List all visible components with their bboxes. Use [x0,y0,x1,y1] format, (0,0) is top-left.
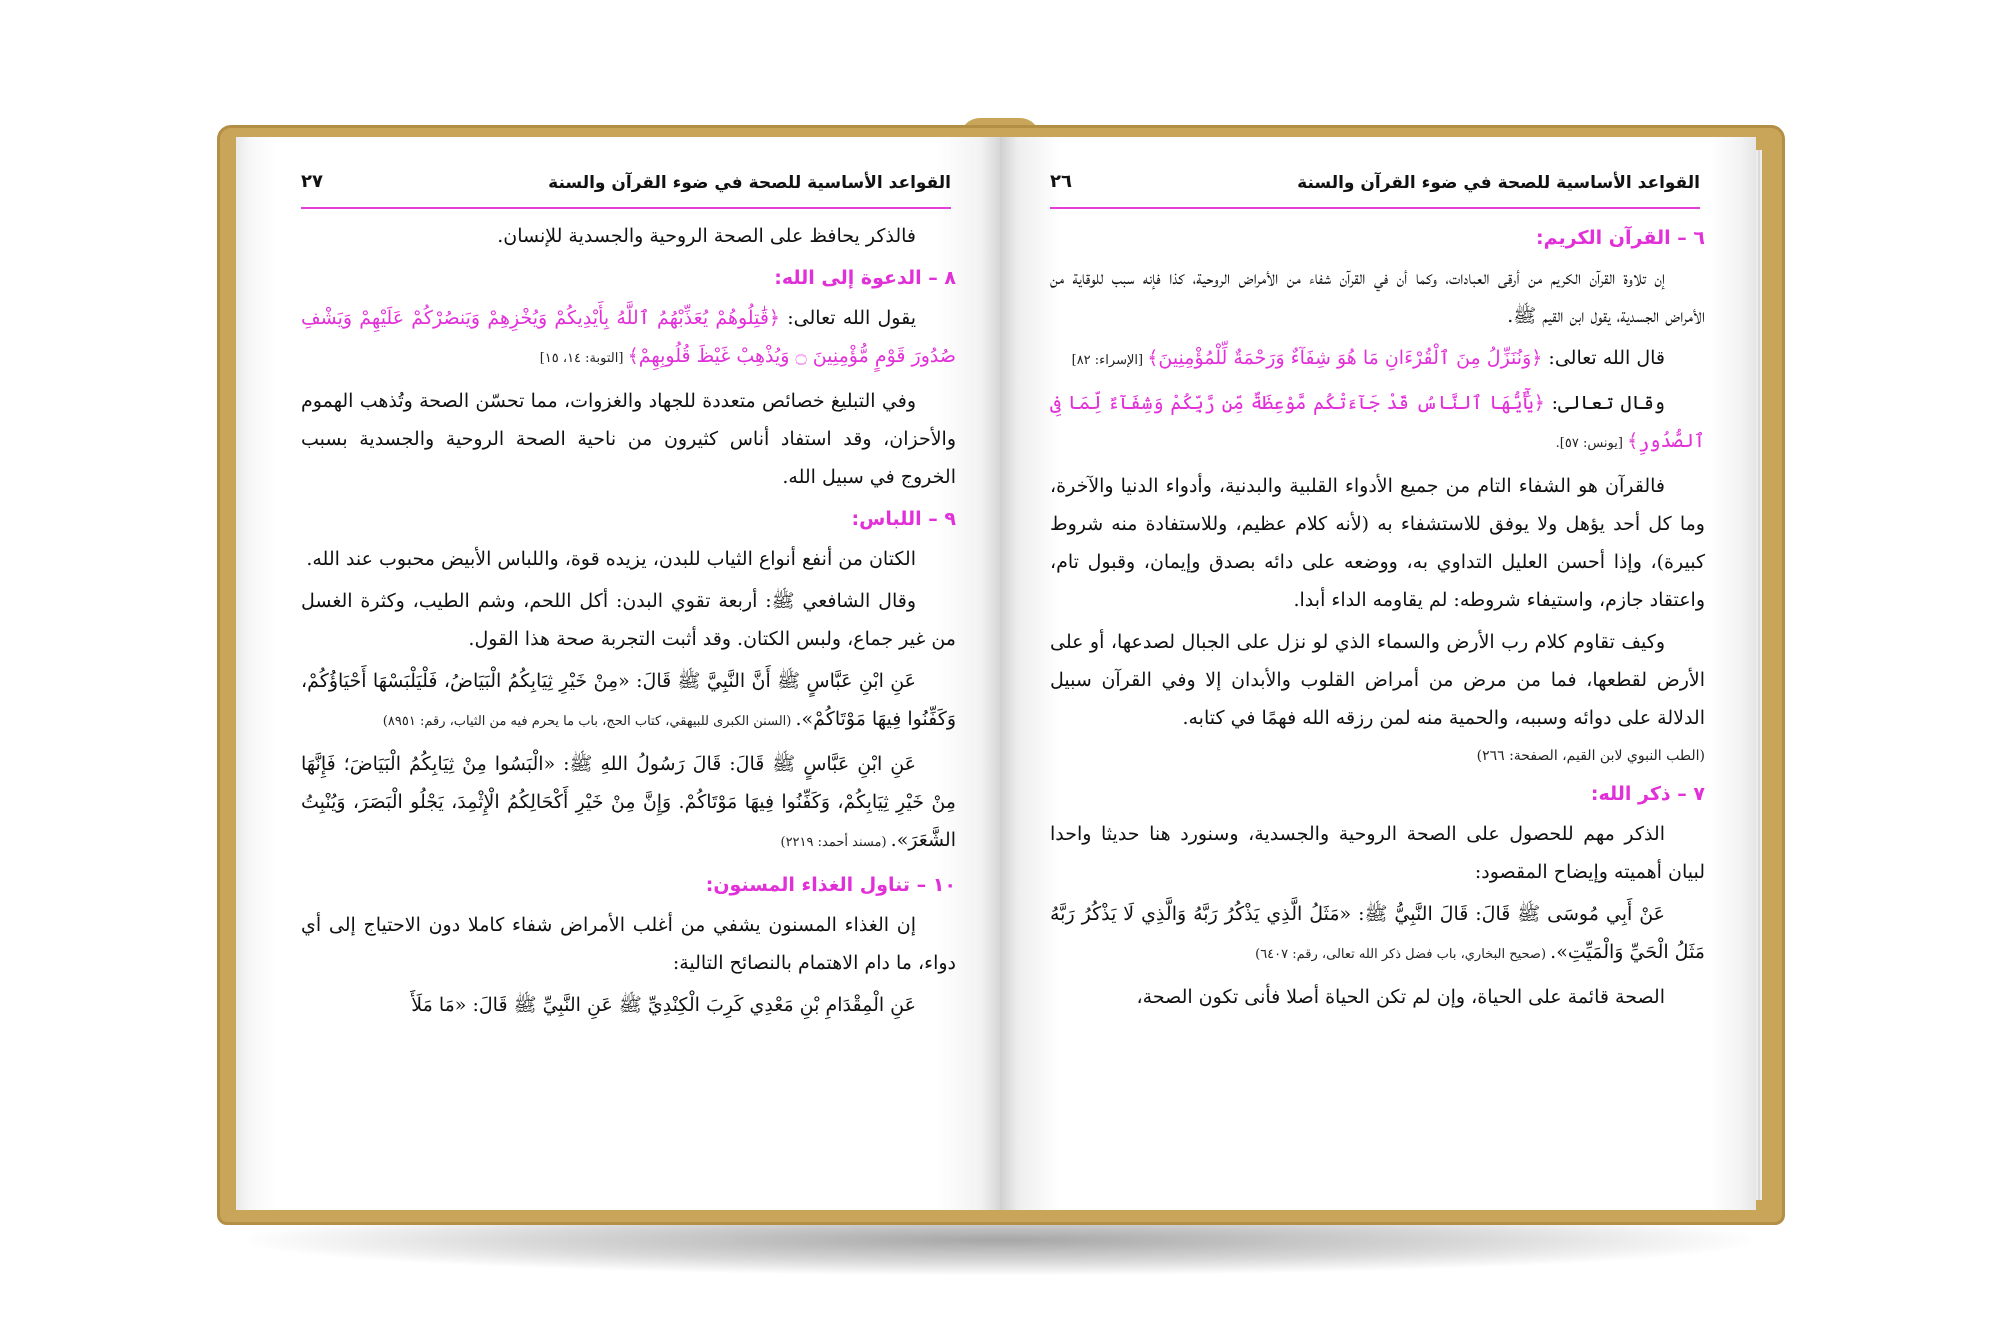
paragraph: وقال الشافعي ﷺ: أربعة تقوي البدن: أكل اللحم، وشم الطيب، وكثرة الغسل من غير جماع، ولبس الكتان. وقد أثبت التجربة صحة هذا القول. [301,590,956,650]
paragraph: فالقرآن هو الشفاء التام من جميع الأدواء القلبية والبدنية، وأدواء الدنيا والآخرة، وما كل أحد يؤهل ولا يوفق للاستشفاء به (لأنه كلام عظيم، وللاستفادة منه شروط كبيرة)، وإذا أحسن العليل التداوي به، ووضعه على دائه بصدق وإيمان، وقبول تام، واعتقاد جازم، واستيفاء شروطه: لم يقاومه الداء أبدا. [1050,475,1705,611]
right-page [1000,137,1756,1210]
hadith-text: عَنْ أَبِي مُوسَى ﷺ قَالَ: قَالَ النَّبِيُّ ﷺ: «مَثَلُ الَّذِي يَذْكُرُ رَبَّهُ وَالَّذِي لَا يَذْكُرُ رَبَّهُ مَثَلُ الْحَيِّ وَالْمَيِّتِ». [1050,903,1705,963]
reference: [التوبة: ١٤، ١٥] [539,351,628,366]
quran-verse: ﴿يَٰٓأَيُّهَا ٱلنَّاسُ قَدْ جَآءَتْكُم مَّوْعِظَةٌ مِّن رَّبِّكُمْ وَشِفَآءٌ لِّمَا فِى ٱلصُّدُورِ﴾ [1050,392,1705,452]
section-heading: ٨ – الدعوة إلى الله: [774,267,956,289]
paragraph: وكيف تقاوم كلام رب الأرض والسماء الذي لو نزل على الجبال لصدعها، أو على الأرض لقطعها، فما من مرض من أمراض القلوب والأبدان إلا وفي القرآن سبيل الدلالة على دوائه وسببه، والحمية منه لمن رزقه الله فهمًا في كتابه. [1050,631,1705,729]
reference: (السنن الكبرى للبيهقي، كتاب الحج، باب ما يحرم فيه من الثياب، رقم: ٨٩٥١) [382,714,796,729]
paragraph: الذكر مهم للحصول على الصحة الروحية والجسدية، وسنورد هنا حديثا واحدا لبيان أهميته وإيضاح المقصود: [1050,823,1705,883]
hadith [301,745,956,862]
hadith: عَنِ الْمِقْدَامِ بْنِ مَعْدِي كَرِبَ الْكِنْدِيِّ ﷺ عَنِ النَّبِيِّ ﷺ قَالَ: «مَا مَلَأَ [411,994,916,1016]
text: قال الله تعالى: [1542,347,1665,369]
page-body [301,217,956,1028]
page-header [301,167,951,209]
section-heading: ٧ – ذكر الله: [1590,783,1705,805]
quran-verse: ﴿قَٰتِلُوهُمْ يُعَذِّبْهُمُ ٱللَّهُ بِأَيْدِيكُمْ وَيُخْزِهِمْ وَيَنصُرْكُمْ عَلَيْهِمْ وَيَشْفِ صُدُورَ قَوْمٍ مُّؤْمِنِينَ ۝ وَيُذْهِبْ غَيْظَ قُلُوبِهِمْ﴾ [301,307,956,367]
paragraph: الكتان من أنفع أنواع الثياب للبدن، يزيده قوة، واللباس الأبيض محبوب عند الله. [306,548,916,570]
paragraph [301,299,956,378]
section-heading: ١٠ – تناول الغذاء المسنون: [705,874,956,896]
hadith [1050,895,1705,974]
paragraph: الصحة قائمة على الحياة، وإن لم تكن الحياة أصلا فأنى تكون الصحة، [1136,986,1665,1008]
text: يقول الله تعالى: [780,307,917,329]
reference: [الإسراء: ٨٢] [1071,353,1148,368]
running-title: القواعد الأساسية للصحة في ضوء القرآن والسنة [548,173,951,193]
quran-verse: ﴿وَنُنَزِّلُ مِنَ ٱلْقُرْءَانِ مَا هُوَ شِفَآءٌ وَرَحْمَةٌ لِّلْمُؤْمِنِينَ﴾ [1147,347,1543,369]
paragraph: إن الغذاء المسنون يشفي من أغلب الأمراض شفاء كاملا دون الاحتياج إلى أي دواء، ما دام الاهتمام بالنصائح التالية: [301,914,956,974]
hadith-text: عَنِ ابْنِ عَبَّاسٍ ﷺ قَالَ: قَالَ رَسُولُ اللهِ ﷺ: «الْبَسُوا مِنْ ثِيَابِكُمُ الْبَيَاضَ؛ فَإِنَّهَا مِنْ خَيْرِ ثِيَابِكُمْ، وَكَفِّنُوا فِيهَا مَوْتَاكُمْ. وَإِنَّ مِنْ خَيْرِ أَكْحَالِكُمُ الْإِثْمِدَ، يَجْلُو الْبَصَرَ، وَيُنْبِتُ الشَّعَرَ». [301,753,956,851]
page-body [1050,217,1705,1020]
left-page [236,137,1000,1210]
page-header [1050,167,1700,209]
page-number: ٢٦ [1050,171,1072,192]
reference: (الطب النبوي لابن القيم، الصفحة: ٢٦٦) [1476,748,1705,764]
paragraph: وفي التبليغ خصائص متعددة للجهاد والغزوات، مما تحسّن الصحة وتُذهب الهموم والأحزان، وقد استفاد أناس كثيرون من ناحية الصحة الروحية والجسدية بسبب الخروج في سبيل الله. [301,390,956,488]
hadith [301,662,956,741]
text: وقال تعالى: [1544,392,1665,414]
hadith-text: عَنِ ابْنِ عَبَّاسٍ ﷺ أَنَّ النَّبِيَّ ﷺ قَالَ: «مِنْ خَيْرِ ثِيَابِكُمُ الْبَيَاضُ، فَلْيَلْبَسْهَا أَحْيَاؤُكُمْ، وَكَفِّنُوا فِيهَا مَوْتَاكُمْ». [301,670,956,730]
page-number: ٢٧ [301,171,323,192]
reference: [يونس: ٥٧]. [1555,436,1628,451]
section-heading: ٦ – القرآن الكريم: [1536,227,1705,249]
paragraph [1050,339,1705,380]
running-title: القواعد الأساسية للصحة في ضوء القرآن والسنة [1297,173,1700,193]
paragraph: إن تلاوة القرآن الكريم من أرقى العبادات، وكما أن في القرآن شفاء من الأمراض الروحية، كذا فإنه سبب للوقاية من الأمراض الجسدية، يقول ابن القيم ﷺ. [1050,267,1705,327]
reference: (مسند أحمد: ٢٢١٩) [780,835,891,850]
section-heading: ٩ – اللباس: [851,508,956,530]
paragraph [1050,384,1705,463]
paragraph: فالذكر يحافظ على الصحة الروحية والجسدية للإنسان. [497,225,916,247]
reference: (صحيح البخاري، باب فضل ذكر الله تعالى، رقم: ٦٤٠٧) [1255,947,1551,962]
